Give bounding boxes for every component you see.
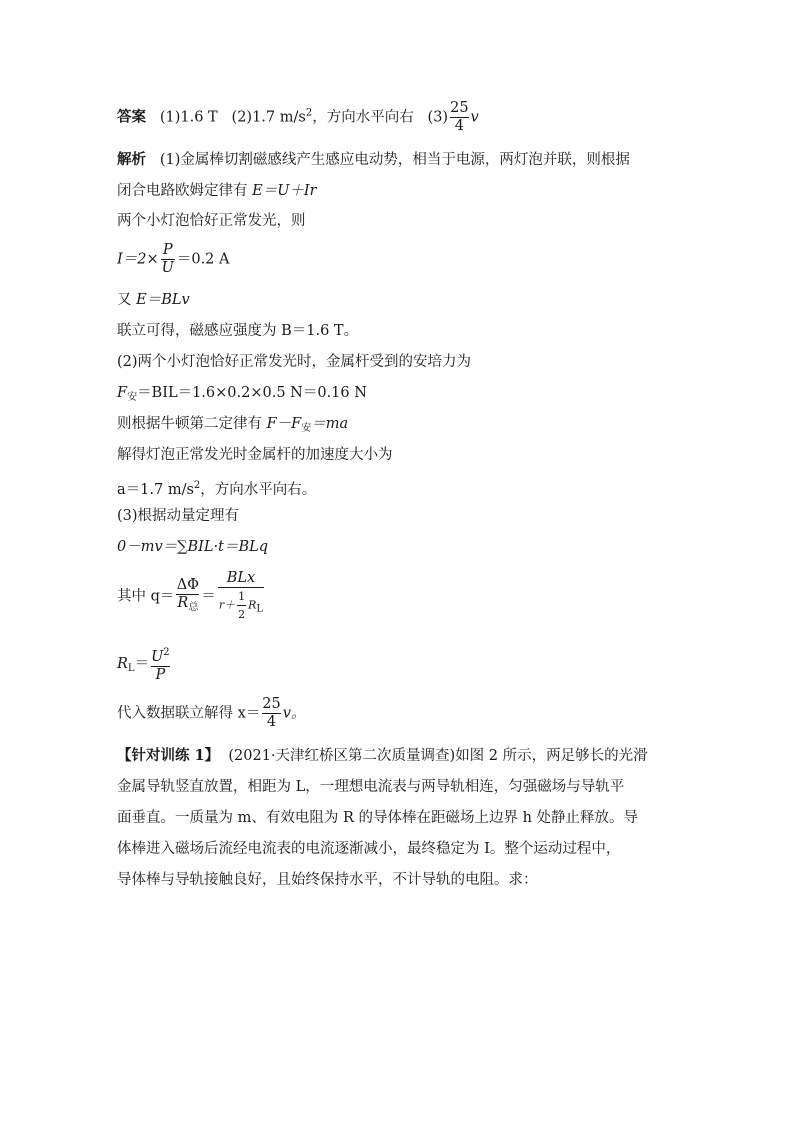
fraction-blx: BLx r＋ $\frac{1}{2}$ RL xyxy=(218,570,264,621)
analysis-line-10: 解得灯泡正常发光时金属杆的加速度大小为 xyxy=(117,447,393,463)
formula-current: I＝2× $\frac{P}{U}$ ＝0.2 A xyxy=(117,242,230,276)
answer-part1: (1)1.6 T xyxy=(159,109,218,126)
answer-line: 答案 (1)1.6 T (2)1.7 $m/s^2$，方向水平向右 (3) $\frac{25}{4}$ v xyxy=(117,100,479,134)
formula-charge: 其中 q＝ $\frac{\Delta\Phi}{R_总}$ ＝ BLx r＋ $\frac{1}{2}$ RL xyxy=(117,570,264,621)
analysis-line-1: 解析 (1)金属棒切割磁感线产生感应电动势，相当于电源，两灯泡并联，则根据 xyxy=(117,151,630,168)
training-line-5: 导体棒与导轨接触良好，且始终保持水平，不计导轨的电阻。求： xyxy=(117,872,538,888)
formula-acceleration: a＝1.7 $m/s^2$，方向水平向右。 xyxy=(117,480,317,498)
formula-displacement: 代入数据联立解得 x＝ $\frac{25}{4}$ v。 xyxy=(117,696,306,730)
fraction-flux-over-r: $\frac{\Delta\Phi}{R_总}$ xyxy=(176,577,199,616)
fraction-25-over-4: $\frac{25}{4}$ xyxy=(262,696,281,730)
answer-part3: (3) xyxy=(427,109,449,126)
formula-momentum: 0－mv＝∑BIL·t＝BLq xyxy=(117,539,269,555)
analysis-label: 解析 xyxy=(117,151,146,168)
training-line-4: 体棒进入磁场后流经电流表的电流逐渐减小，最终稳定为 I。整个运动过程中， xyxy=(117,841,621,857)
answer-part2: (2)1.7 m/s xyxy=(231,109,306,126)
fraction-p-over-u: $\frac{P}{U}$ xyxy=(161,242,174,276)
fraction-u2-over-p: $\frac{U^2}{P}$ xyxy=(151,647,170,683)
analysis-line-3: 两个小灯泡恰好正常发光，则 xyxy=(117,213,306,229)
analysis-line-9: 则根据牛顿第二定律有 $F-F_安=ma$ xyxy=(117,416,349,434)
training-line-1: 【针对训练 1】 (2021·天津红桥区第二次质量调查)如图 2 所示，两足够长的光滑 xyxy=(117,747,648,764)
answer-fraction: $\frac{25}{4}$ xyxy=(450,100,469,134)
analysis-line-7: (2)两个小灯泡恰好正常发光时，金属杆受到的安培力为 xyxy=(117,354,472,370)
formula-resistance: $R_L=$ $\frac{U^2}{P}$ xyxy=(117,644,172,684)
answer-label: 答案 xyxy=(117,108,146,126)
analysis-line-2: 闭合电路欧姆定律有 E＝U＋Ir xyxy=(117,183,317,199)
analysis-line-5: 又 E＝BLv xyxy=(117,292,190,308)
analysis-line-6: 联立可得，磁感应强度为 B＝1.6 T。 xyxy=(117,323,359,339)
training-line-2: 金属导轨竖直放置，相距为 L，一理想电流表与两导轨相连，匀强磁场与导轨平 xyxy=(117,779,625,795)
training-source: (2021·天津红桥区第二次质量调查) xyxy=(228,748,456,764)
training-line-3: 面垂直。一质量为 m、有效电阻为 R 的导体棒在距磁场上边界 h 处静止释放。导 xyxy=(117,810,639,826)
formula-ampere-force: $F_安=BIL=1.6\times 0.2\times 0.5$ N＝0.16 N xyxy=(117,385,367,403)
training-label: 【针对训练 1】 xyxy=(117,747,220,764)
analysis-line-12: (3)根据动量定理有 xyxy=(117,508,240,524)
